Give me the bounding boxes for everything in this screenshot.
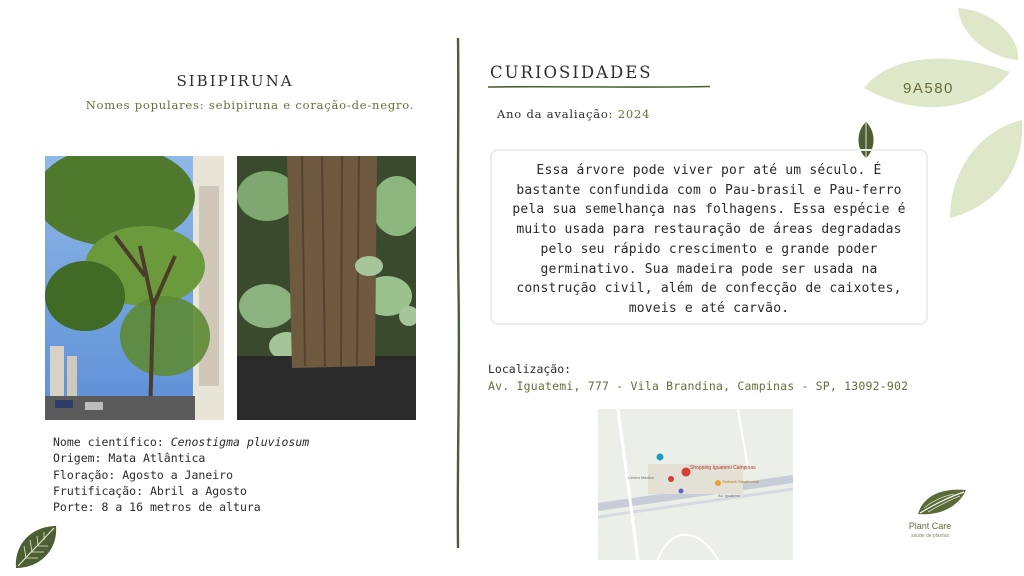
tree-code: 9A580 [903, 80, 954, 97]
curiosities-text: Essa árvore pode viver por até um século. É bastante confundida com o Pau-brasil e Pau-ferro pela sua semelhança nas folhagens. Essa espécie é muito usada para restauração de áreas degradadas pelo seu rápido crescimento e grande poder germinativo. Sua madeira pode ser usada na construção civil, além de confecção de caixotes, moveis e até carvão. [490, 149, 928, 325]
map-label-centro: Centro Médico [628, 475, 655, 480]
title-underline [488, 85, 710, 89]
popular-names-label: Nomes populares: [85, 98, 205, 112]
brand-tagline: saúde de plantas [910, 533, 950, 539]
map-label-shopping: Shopping Iguatemi Campinas [690, 465, 756, 471]
evaluation-year [497, 107, 650, 121]
popular-names-value: sebipiruna e coração-de-negro. [208, 98, 415, 112]
popular-names [0, 98, 500, 112]
plant-care-logo-icon [914, 486, 970, 518]
corner-leaf-icon [10, 522, 60, 572]
origin-value: Mata Atlântica [108, 451, 206, 466]
tree-trunk-photo [237, 156, 416, 420]
fruiting-row [53, 483, 309, 499]
size-row [53, 499, 309, 515]
origin-row [53, 450, 309, 466]
size-label: Porte: [53, 500, 95, 515]
fruiting-label: Frutificação: [53, 483, 144, 498]
scientific-name-label: Nome científico: [53, 435, 164, 449]
fruiting-value: Abril a Agosto [149, 483, 247, 498]
evaluation-year-value: 2024 [617, 107, 651, 121]
evaluation-year-label: Ano da avaliação: [497, 107, 614, 121]
tree-details [53, 434, 309, 515]
tree-canopy-photo [45, 156, 224, 420]
flowering-row [53, 467, 309, 483]
flowering-label: Floração: [53, 467, 116, 482]
origin-label: Origem: [53, 451, 102, 466]
scientific-name-row [53, 434, 309, 450]
brand-name: Plant Care [908, 521, 952, 531]
location-map[interactable] [598, 409, 793, 560]
flowering-value: Agosto a Janeiro [122, 467, 234, 482]
map-label-road: Av. Iguatemi [718, 493, 740, 498]
map-label-outback: Outback Steakhouse [722, 479, 760, 484]
curiosities-title: CURIOSIDADES [490, 63, 653, 82]
tree-name: SIBIPIRUNA [176, 72, 294, 90]
location-label: Localização: [488, 362, 572, 376]
scientific-name-value: Cenostigma pluviosum [170, 435, 310, 449]
column-divider [455, 38, 461, 548]
location-address[interactable]: Av. Iguatemi, 777 - Vila Brandina, Campinas - SP, 13092-902 [488, 379, 909, 393]
size-value: 8 a 16 metros de altura [101, 500, 261, 515]
